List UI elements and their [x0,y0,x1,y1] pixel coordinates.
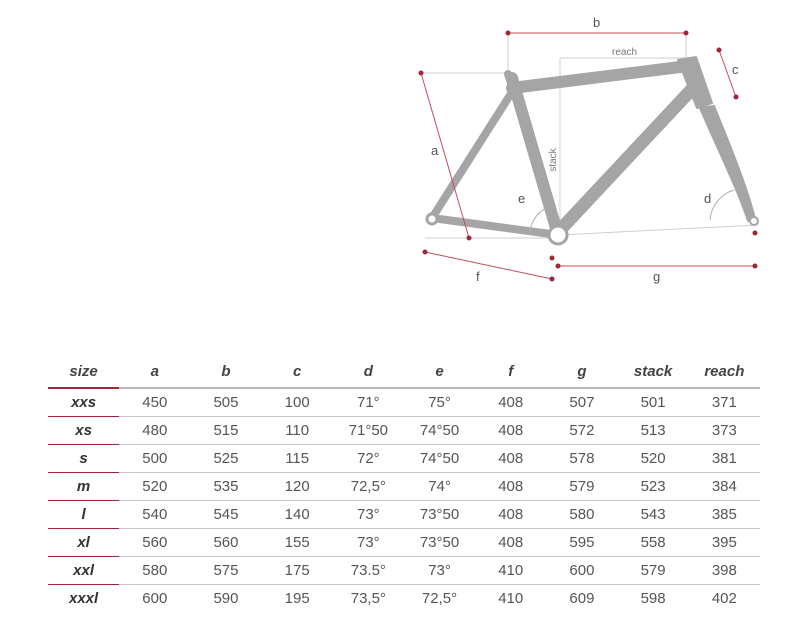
cell-f: 410 [475,557,546,585]
header-size: size [48,356,119,388]
cell-stack: 579 [618,557,689,585]
angle-d-arc [710,190,734,220]
frame-geometry-diagram [0,0,800,300]
cell-c: 195 [284,590,310,607]
cell-d: 73,5° [350,590,386,607]
header-a: a [119,356,190,388]
cell-f: 408 [475,529,546,557]
seat-stay [432,92,512,218]
table-body [48,388,760,612]
cell-b: 515 [190,417,261,445]
bottom-bracket [549,226,567,244]
cell-e: 74°50 [404,445,475,473]
cell-stack: 543 [618,501,689,529]
cell-g: 595 [546,529,617,557]
cell-size: xl [48,529,119,557]
cell-f: 408 [475,445,546,473]
cell-stack: 513 [618,417,689,445]
table-row [48,585,760,613]
cell-b: 545 [190,501,261,529]
cell-reach: 395 [689,529,760,557]
table-row [48,445,760,473]
cell-size: s [48,445,119,473]
cell-d: 72,5° [333,473,404,501]
header-f: f [475,356,546,388]
cell-reach: 381 [689,445,760,473]
label-c: c [732,62,739,77]
cell-reach: 385 [689,501,760,529]
label-g: g [653,269,661,284]
cell-reach: 402 [711,590,737,607]
cell-f: 408 [475,473,546,501]
cell-a: 480 [119,417,190,445]
cell-f: 408 [475,388,546,417]
cell-stack: 523 [618,473,689,501]
cell-stack: 501 [618,388,689,417]
label-d: d [704,191,712,206]
cell-stack: 598 [640,590,666,607]
cell-e: 73°50 [404,529,475,557]
table-header-row [48,356,760,388]
label-stack: stack [548,148,559,172]
bike-frame [427,57,758,244]
cell-c: 140 [262,501,333,529]
cell-f: 410 [498,590,524,607]
cell-b: 575 [190,557,261,585]
cell-b: 535 [190,473,261,501]
header-c: c [262,356,333,388]
label-reach: reach [612,47,638,58]
cell-size: l [48,501,119,529]
cell-e: 73° [404,557,475,585]
cell-c: 155 [262,529,333,557]
cell-size: xxl [48,557,119,585]
cell-d: 73° [333,501,404,529]
cell-b: 505 [190,388,261,417]
header-reach: reach [689,356,760,388]
label-f: f [476,269,480,284]
table-row [48,388,760,417]
header-e: e [404,356,475,388]
cell-a: 500 [119,445,190,473]
cell-b: 590 [213,590,239,607]
dim-a [421,73,469,238]
cell-size: xxs [48,388,119,417]
cell-g: 572 [546,417,617,445]
label-a: a [431,143,439,158]
cell-f: 408 [475,417,546,445]
table-row [48,557,760,585]
rear-dropout [427,214,437,224]
cell-a: 580 [119,557,190,585]
cell-c: 115 [262,445,333,473]
cell-g: 578 [546,445,617,473]
cell-c: 110 [262,417,333,445]
cell-a: 450 [119,388,190,417]
cell-c: 120 [262,473,333,501]
cell-d: 73° [333,529,404,557]
header-g: g [546,356,617,388]
table-row [48,529,760,557]
cell-reach: 371 [689,388,760,417]
cell-d: 72° [333,445,404,473]
cell-d: 71° [333,388,404,417]
cell-d: 73.5° [333,557,404,585]
cell-g: 609 [569,590,595,607]
cell-size: xxxl [68,590,99,607]
cell-size: xs [48,417,119,445]
cell-b: 525 [190,445,261,473]
front-dropout [750,217,758,225]
down-tube [560,88,693,230]
cell-reach: 398 [689,557,760,585]
chain-stay [432,218,558,235]
cell-c: 175 [262,557,333,585]
cell-stack: 520 [618,445,689,473]
cell-stack: 558 [618,529,689,557]
cell-e: 75° [404,388,475,417]
table-row [48,473,760,501]
cell-a: 540 [119,501,190,529]
header-b: b [190,356,261,388]
cell-size: m [48,473,119,501]
label-b: b [593,15,601,30]
cell-d: 71°50 [333,417,404,445]
cell-a: 520 [119,473,190,501]
cell-e: 72,5° [421,590,458,607]
cell-b: 560 [190,529,261,557]
cell-reach: 373 [689,417,760,445]
cell-e: 73°50 [404,501,475,529]
table-row [48,501,760,529]
top-tube [512,66,688,88]
cell-g: 507 [546,388,617,417]
cell-e: 74°50 [404,417,475,445]
cell-e: 74° [404,473,475,501]
dim-f [425,252,552,279]
cell-reach: 384 [689,473,760,501]
cell-g: 580 [546,501,617,529]
header-d: d [333,356,404,388]
cell-f: 408 [475,501,546,529]
label-e: e [518,191,526,206]
table-row [48,417,760,445]
cell-g: 579 [546,473,617,501]
cell-g: 600 [546,557,617,585]
geometry-table [48,356,760,612]
cell-a: 560 [119,529,190,557]
cell-c: 100 [262,388,333,417]
header-stack: stack [618,356,689,388]
cell-a: 600 [142,590,168,607]
